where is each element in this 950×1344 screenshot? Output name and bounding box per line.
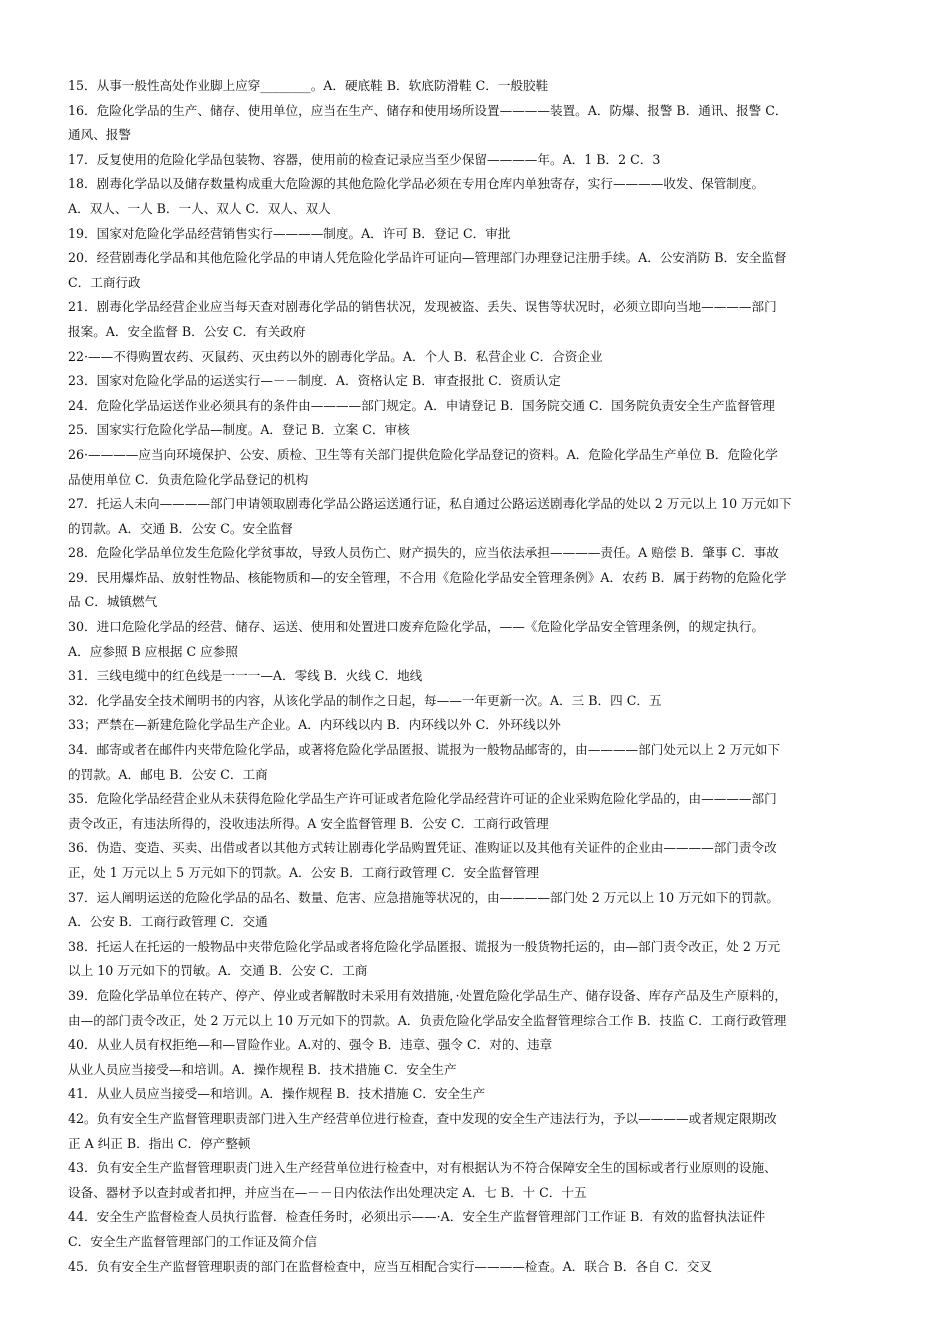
text-line: 38．托运人在托运的一般物品中夹带危险化学品或者将危险化学品匿报、谎报为一般货物托运的，由—部门责令改正，处 2 万元	[68, 938, 781, 954]
text-line: 设备、器材予以查封或者扣押，并应当在—－－日内依法作出处理决定 A．七 B．十 C．十五	[68, 1184, 587, 1200]
text-line: 18．剧毒化学品以及储存数量构成重大危险源的其他危险化学品必须在专用仓库内单独寄存，实行————收发、保管制度。	[68, 176, 765, 192]
text-line: A．公安 B．工商行政管理 C．交通	[68, 914, 268, 930]
text-line: 30．进口危险化学品的经营、储存、运送、使用和处置进口废弃危险化学品，——《危险化学品安全管理条例，的规定执行。	[68, 619, 765, 635]
text-line: 品使用单位 C．负责危险化学品登记的机构	[68, 471, 309, 487]
text-line: 通风、报警	[68, 127, 131, 143]
text-line: 45．负有安全生产监督管理职责的部门在监督检查中，应当互相配合实行————检查。A．联合 B．各自 C．交叉	[68, 1258, 712, 1274]
text-line: A．双人、一人 B．一人、双人 C．双人、双人	[68, 200, 331, 216]
text-line: 品 C．城镇燃气	[68, 594, 158, 610]
text-line: 41．从业人员应当接受—和培训。A．操作规程 B．技术措施 C．安全生产	[68, 1086, 486, 1102]
text-line: 23．国家对危险化学品的运送实行—－－制度．A．资格认定 B．审查报批 C．资质认定	[68, 373, 561, 389]
document-page	[68, 74, 888, 1279]
text-line: 以上 10 万元如下的罚敏。A．交通 B．公安 C．工商	[68, 963, 368, 979]
text-line: 16．危险化学品的生产、储存、使用单位，应当在生产、储存和使用场所设置————装置。A．防爆、报警 B．通讯、报警 C．	[68, 102, 788, 118]
text-line: 从业人员应当接受—和培训。A．操作规程 B．技术措施 C．安全生产	[68, 1061, 457, 1077]
text-line: A．应参照 B 应根据 C 应参照	[68, 643, 238, 659]
text-line: 42。负有安全生产监督管理职责部门进入生产经营单位进行检查，查中发现的安全生产违法行为，予以————或者规定限期改	[68, 1110, 777, 1126]
text-line: 34．邮寄或者在邮件内夹带危险化学品，或著将危险化学品匿报、谎报为一般物品邮寄的，由————部门处元以上 2 万元如下	[68, 742, 781, 758]
text-line: 31．三线电缆中的红色线是一一一—A．零线 B．火线 C．地线	[68, 668, 423, 684]
text-line: C．工商行政	[68, 274, 141, 290]
text-line: 26·————应当向环境保护、公安、质检、卫生等有关部门提供危险化学品登记的资料。A．危险化学品生产单位 B．危险化学	[68, 446, 778, 462]
text-line: 37．运人阐明运送的危险化学品的品名、数量、危害、应急措施等状况的，由————部门处 2 万元以上 10 万元如下的罚款。	[68, 889, 779, 905]
text-line: 29．民用爆炸品、放射性物品、核能物质和—的安全管理，不合用《危险化学品安全管理条例》A．农药 B．属于药物的危险化学	[68, 569, 787, 585]
text-line: 25．国家实行危险化学品—制度。A．登记 B．立案 C．审核	[68, 422, 410, 438]
text-line: 正，处 1 万元以上 5 万元如下的罚款。A．公安 B．工商行政管理 C．安全监督管理	[68, 865, 540, 880]
text-line: 责令改正，有违法所得的，没收违法所得。A 安全监督管理 B．公安 C．工商行政管理	[68, 815, 549, 831]
text-line: 32．化学晶安全技术阐明书的内容，从该化学品的制作之日起，每——一年更新一次。A．三 B．四 C．五	[68, 692, 662, 708]
text-line: 28．危险化学品单位发生危险化学贫事故，导致人员伤亡、财产损失的，应当依法承担————责任。A 赔偿 B．肇事 C．事故	[68, 545, 779, 561]
text-line: 20．经营剧毒化学品和其他危险化学品的申请人凭危险化学品许可证向—管理部门办理登记注册手续。A．公安消防 B．安全监督	[68, 250, 787, 266]
text-line: 24．危险化学品运送作业必须具有的条件由————部门规定。A．申请登记 B．国务院交通 C．国务院负责安全生产监督管理	[68, 397, 775, 413]
text-line: 15．从事一般性高处作业脚上应穿________。A．硬底鞋 B．软底防滑鞋 C．一般胶鞋	[68, 78, 549, 93]
text-line: 36．伪造、变造、买卖、出借或者以其他方式转让剧毒化学品购置凭证、准购证以及其他有关证件的企业由————部门责令改	[68, 840, 777, 856]
text-line: 正 A 纠正 B．指出 C．停产整顿	[68, 1135, 251, 1151]
text-line: 的罚款。A．邮电 B．公安 C．工商	[68, 766, 268, 782]
text-line: 33；严禁在—新建危险化学品生产企业。A．内环线以内 B．内环线以外 C．外环线以外	[68, 717, 561, 733]
text-line: 44．安全生产监督检查人员执行监督．检查任务时，必须出示——·A．安全生产监督管理部门工作证 B．有效的监督执法证件	[68, 1209, 766, 1225]
text-line: 21．剧毒化学品经营企业应当每天查对剧毒化学品的销售状况，发现被盗、丢失、误售等状况时，必须立即向当地————部门	[68, 299, 777, 315]
text-line: 27．托运人未向————部门申请领取剧毒化学品公路运送通行证，私自通过公路运送剧毒化学品的处以 2 万元以上 10 万元如下	[68, 496, 792, 512]
text-line: 40．从业人员有权拒绝—和—冒险作业。A.对的、强令 B．违章、强令 C．对的、违章	[68, 1037, 553, 1053]
text-line: 22·——不得购置农药、灭鼠药、灭虫药以外的剧毒化学品。A．个人 B．私营企业 C．合资企业	[68, 348, 603, 364]
text-line: 39．危险化学品单位在转产、停产、停业或者解散时未采用有效措施，·处置危险化学品生产、储存设备、库存产品及生产原料的，	[68, 987, 787, 1003]
text-line: 的罚款。A．交通 B．公安 C。安全监督	[68, 520, 293, 536]
text-line: 由—的部门责令改正，处 2 万元以上 10 万元如下的罚款。A．负责危险化学品安全监督管理综合工作 B．技监 C．工商行政管理	[68, 1012, 787, 1028]
text-line: 43．负有安全生产监督管理职责门进入生产经营单位进行检查中，对有根据认为不符合保障安全生的国标或者行业原则的设施、	[68, 1160, 777, 1176]
text-line: 17．反复使用的危险化学品包装物、容器，使用前的检查记录应当至少保留————年。A．1 B．2 C．3	[68, 151, 661, 167]
text-line: 报案。A．安全监督 B．公安 C．有关政府	[68, 323, 306, 339]
text-line: C．安全生产监督管理部门的工作证及简介信	[68, 1233, 317, 1249]
text-line: 19．国家对危险化学品经营销售实行————制度。A．许可 B．登记 C．审批	[68, 225, 511, 241]
text-line: 35．危险化学品经营企业从未获得危险化学品生产许可证或者危险化学品经营许可证的企业采购危险化学品的，由————部门	[68, 791, 777, 807]
